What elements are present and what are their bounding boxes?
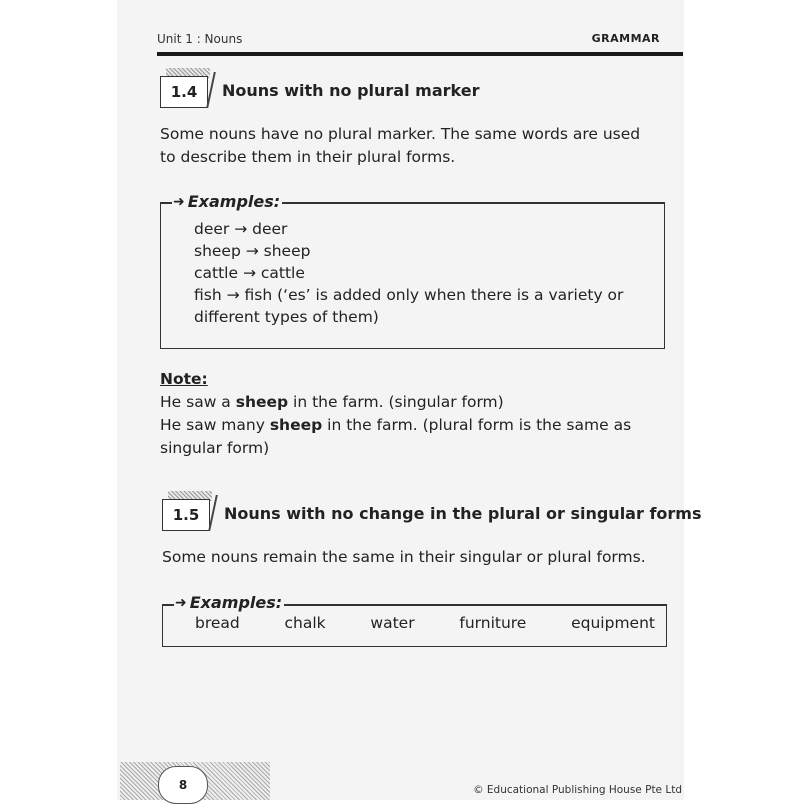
example-word: bread <box>195 614 240 632</box>
examples-label <box>173 192 280 211</box>
examples-label-text: Examples: <box>187 192 281 211</box>
example-line: cattle → cattle <box>194 264 305 282</box>
unit-header: Unit 1 : Nouns <box>157 32 243 46</box>
note-text <box>160 391 631 460</box>
example-line: different types of them) <box>194 308 379 326</box>
section-intro: Some nouns remain the same in their singular or plural forms. <box>162 548 646 566</box>
section-number: 1.4 <box>160 76 208 108</box>
example-line: deer → deer <box>194 220 288 238</box>
examples-label-text: Examples: <box>189 593 283 612</box>
examples-box-top-left <box>162 604 174 606</box>
copyright-notice: © Educational Publishing House Pte Ltd <box>473 784 682 796</box>
section-number: 1.5 <box>162 499 210 531</box>
note-line: singular form) <box>160 439 270 457</box>
section-number-badge <box>160 76 212 108</box>
section-intro <box>160 123 640 169</box>
arrow-right-icon: ➜ <box>173 193 185 210</box>
example-line: fish → fish (‘es’ is added only when there is a variety or <box>194 286 624 304</box>
examples-box-top-left <box>160 202 172 204</box>
examples-word-row <box>195 614 655 632</box>
example-word: furniture <box>459 614 527 632</box>
section-title: Nouns with no change in the plural or singular forms <box>224 504 702 523</box>
section-label: GRAMMAR <box>591 32 660 45</box>
note-line: He saw a sheep in the farm. (singular form) <box>160 393 504 411</box>
examples-box-top <box>284 604 667 606</box>
section-number-badge <box>162 499 214 531</box>
intro-line: Some nouns have no plural marker. The same words are used <box>160 125 641 143</box>
note-line: He saw many sheep in the farm. (plural form is the same as <box>160 416 632 434</box>
examples-box-top <box>282 202 665 204</box>
section-title: Nouns with no plural marker <box>222 81 480 100</box>
example-word: water <box>370 614 415 632</box>
examples-label <box>175 593 282 612</box>
example-word: equipment <box>571 614 655 632</box>
page-number: 8 <box>158 766 208 804</box>
note-label: Note: <box>160 370 208 388</box>
example-line: sheep → sheep <box>194 242 311 260</box>
header-rule <box>157 52 683 56</box>
arrow-right-icon: ➜ <box>175 594 187 611</box>
intro-line: to describe them in their plural forms. <box>160 148 456 166</box>
example-word: chalk <box>284 614 326 632</box>
